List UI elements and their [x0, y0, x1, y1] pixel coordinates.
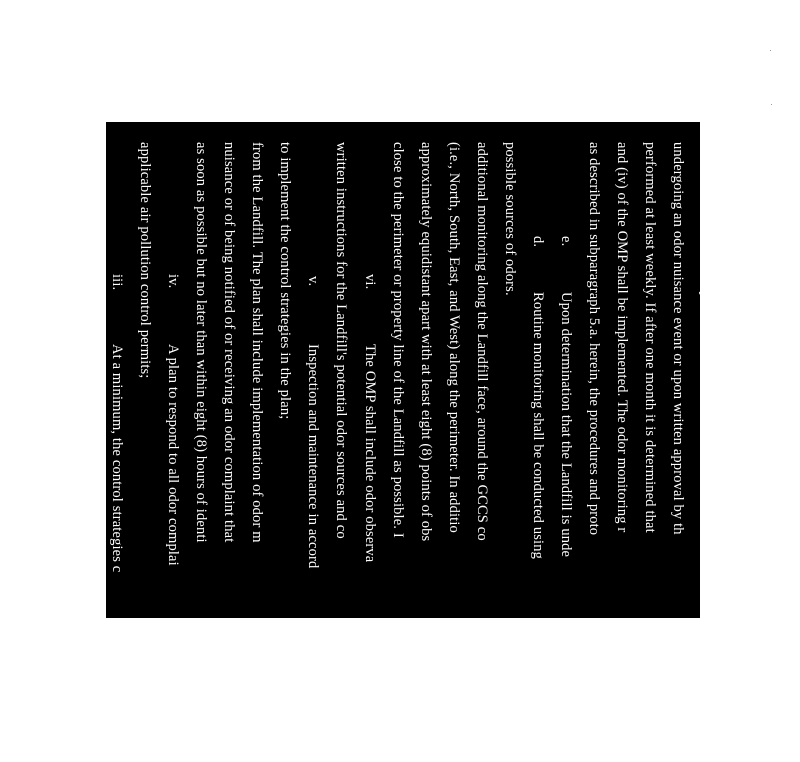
line-text: (i.e., North, South, East, and West) along the perimeter. In additio: [446, 142, 462, 533]
line-text: nuisance or of being notified of or receiving an odor complaint that: [221, 142, 237, 543]
line-marker: vi.: [362, 274, 378, 290]
line-marker: iv.: [165, 274, 181, 289]
line-text: The OMP shall include odor observa: [362, 344, 378, 563]
scanned-page-region: [106, 122, 714, 618]
line-text: to implement the control strategies in the plan;: [277, 142, 293, 420]
line-text: as soon as possible but no later than within eight (8) hours of identi: [193, 142, 209, 543]
scan-speck: [771, 104, 772, 105]
line-text: Upon determination that the Landfill is unde: [558, 292, 574, 558]
line-text: Inspection and maintenance in accord: [305, 344, 321, 569]
line-text: approximately equidistant apart with at least eight (8) points of obs: [418, 142, 434, 542]
line-text: written instructions for the Landfill's potential odor sources and co: [333, 142, 349, 539]
line-marker: e.: [558, 236, 574, 247]
line-text: as described in subparagraph 5.a. herein, the procedures and proto: [586, 142, 602, 536]
line-text: additional monitoring along the Landfill face, around the GCCS co: [474, 142, 490, 541]
line-text: performed at least weekly. If after one month it is determined that: [642, 142, 658, 533]
line-text: undergoing an odor nuisance event or upon written approval by th: [670, 142, 686, 535]
line-text: A plan to respond to all odor complai: [165, 344, 181, 566]
line-text: possible sources of odors.: [502, 142, 518, 296]
line-text: Routine monitoring shall be conducted using: [530, 292, 546, 560]
line-marker: v.: [305, 276, 321, 287]
scan-speck: [770, 50, 771, 51]
line-text: close to the perimeter or property line of the Landfill as possible. I: [390, 142, 406, 538]
line-text: applicable air pollution control permits;: [137, 142, 153, 379]
line-text: and (iv) of the OMP shall be implemented. The odor monitoring r: [614, 142, 630, 533]
line-marker: iii.: [109, 274, 125, 291]
line-text: At a minimum, the control strategies c: [109, 344, 125, 573]
line-text: revert back to the monthly schedule.: [698, 142, 714, 359]
line-marker: d.: [530, 236, 546, 248]
line-text: from the Landfill. The plan shall include implementation of odor m: [249, 142, 265, 543]
rotated-text-block: [106, 122, 714, 762]
